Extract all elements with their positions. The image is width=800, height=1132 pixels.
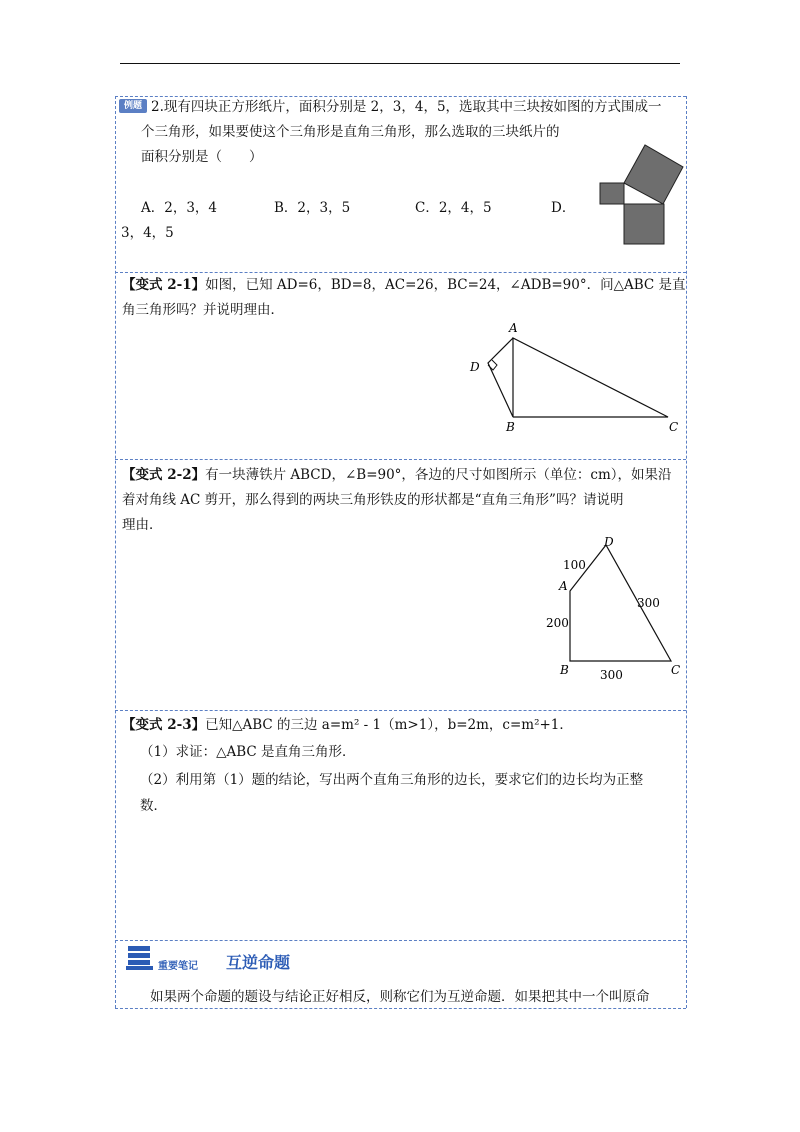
- note-text: 如果两个命题的题设与结论正好相反，则称它们为互逆命题．如果把其中一个叫原命: [150, 989, 650, 1005]
- example-line-3: 面积分别是（ ）: [141, 149, 263, 165]
- variation-2-3-text: [122, 715, 573, 735]
- example-line-1: 2.现有四块正方形纸片，面积分别是 2，3，4，5，选取其中三块按如图的方式围成一: [151, 99, 662, 115]
- divider: [115, 710, 686, 711]
- side-dc-length: 300: [637, 596, 660, 610]
- variation-2-1-label: 【变式 2-1】: [122, 277, 206, 293]
- example-tag: 例题: [119, 99, 147, 113]
- header-rule: [120, 63, 680, 64]
- option-d: D．: [551, 200, 576, 216]
- variation-2-3-label: 【变式 2-3】: [122, 717, 206, 733]
- divider: [115, 459, 686, 460]
- note-badge: 重要笔记: [158, 961, 198, 972]
- side-bc-length: 300: [600, 668, 623, 682]
- variation-2-3-line-1: 已知△ABC 的三边 a=m² - 1（m>1），b=2m，c=m²+1．: [205, 717, 573, 733]
- variation-2-1-text: [122, 275, 686, 295]
- example-line-2: 个三角形，如果要使这个三角形是直角三角形，那么选取的三块纸片的: [141, 124, 560, 140]
- variation-2-1-line-2: 角三角形吗？并说明理由．: [122, 302, 284, 318]
- label-d: D: [470, 360, 480, 374]
- label-c: C: [671, 663, 681, 677]
- divider: [115, 272, 686, 273]
- question-2-line-2: 数．: [140, 798, 167, 814]
- variation-2-2-text: [122, 465, 672, 485]
- squares-figure: [596, 140, 686, 246]
- question-2-line-1: （2）利用第（1）题的结论，写出两个直角三角形的边长，要求它们的边长均为正整: [140, 772, 644, 788]
- option-a: A．2，3，4: [141, 200, 218, 216]
- variation-2-2-line-1: 有一块薄铁片 ABCD，∠B=90°，各边的尺寸如图所示（单位：cm），如果沿: [205, 467, 672, 483]
- small-square: [600, 183, 624, 204]
- side-ad-length: 100: [563, 558, 586, 572]
- variation-2-2-line-3: 理由．: [122, 517, 163, 533]
- side-ab-length: 200: [546, 616, 569, 630]
- option-d-value: 3，4，5: [121, 225, 174, 241]
- notebook-icon: [126, 945, 154, 971]
- label-c: C: [669, 420, 679, 434]
- variation-2-2-line-2: 着对角线 AC 剪开，那么得到的两块三角形铁皮的形状都是“直角三角形”吗？请说明: [122, 492, 624, 508]
- variation-2-2-label: 【变式 2-2】: [122, 467, 206, 483]
- divider: [115, 940, 686, 941]
- large-square: [624, 145, 683, 204]
- label-a: A: [559, 579, 568, 593]
- question-1: （1）求证：△ABC 是直角三角形．: [140, 744, 356, 760]
- label-b: B: [506, 420, 515, 434]
- option-b: B．2，3，5: [274, 200, 351, 216]
- quadrilateral-abcd-figure: [540, 535, 685, 685]
- label-d: D: [604, 535, 614, 549]
- mid-square: [624, 204, 664, 244]
- divider: [115, 1008, 686, 1009]
- note-title: 互逆命题: [226, 953, 291, 972]
- triangle-abc-figure: [460, 318, 685, 438]
- variation-2-1-line-1: 如图，已知 AD=6，BD=8，AC=26，BC=24，∠ADB=90°．问△ABC 是直: [205, 277, 686, 293]
- label-a: A: [509, 321, 518, 335]
- option-c: C．2，4，5: [415, 200, 492, 216]
- label-b: B: [560, 663, 569, 677]
